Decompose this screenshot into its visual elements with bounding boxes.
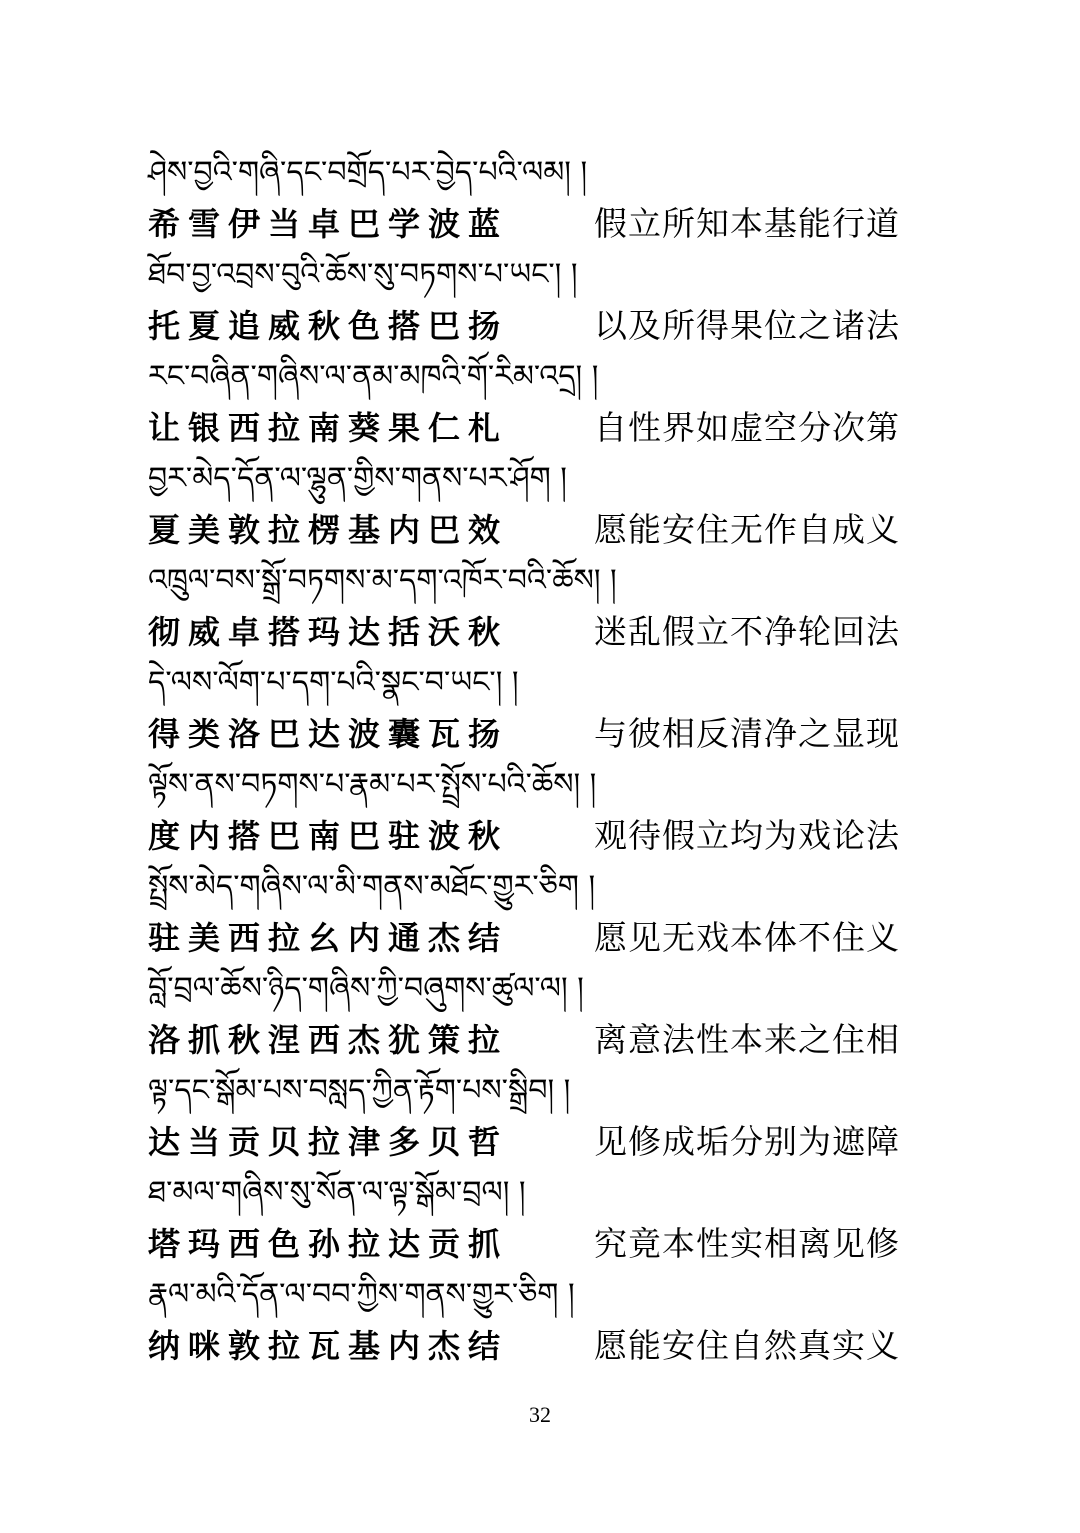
tibetan-line: རང་བཞིན་གཞིས་ལ་ནམ་མཁའི་གོ་རིམ་འདྲ། ། [148, 359, 599, 394]
chinese-translation: 究竟本性实相离见修 [594, 1224, 900, 1263]
tibetan-line: ཐོབ་བྱ་འབྲས་བུའི་ཆོས་སུ་བཏགས་པ་ཡང་། ། [148, 257, 578, 292]
verse-3 [148, 352, 908, 454]
verse-9 [148, 964, 908, 1066]
verse-12 [148, 1270, 908, 1372]
chinese-translation: 假立所知本基能行道 [594, 204, 900, 243]
chinese-translation: 以及所得果位之诸法 [594, 306, 900, 345]
verse-5 [148, 556, 908, 658]
verse-10 [148, 1066, 908, 1168]
tibetan-line: ཤེས་བྱའི་གཞི་དང་བགྲོད་པར་བྱེད་པའི་ལམ། ། [148, 155, 588, 190]
transliteration-line: 塔玛西色孙拉达贡抓 [148, 1225, 509, 1263]
transliteration-line: 驻美西拉幺内通杰结 [148, 919, 509, 957]
chinese-translation: 迷乱假立不净轮回法 [594, 612, 900, 651]
verse-11 [148, 1168, 908, 1270]
transliteration-line: 让银西拉南葵果仁札 [148, 409, 509, 447]
tibetan-line: ཐ་མལ་གཞིས་སུ་སོན་ལ་ལྟ་སྒོམ་བྲལ། ། [148, 1175, 526, 1210]
transliteration-line: 得类洛巴达波囊瓦扬 [148, 715, 509, 753]
transliteration-line: 纳咪敦拉瓦基内杰结 [148, 1327, 509, 1365]
tibetan-line: ལྟོས་ནས་བཏགས་པ་རྣམ་པར་སྤྲོས་པའི་ཆོས། ། [148, 767, 597, 802]
chinese-translation: 愿能安住自然真实义 [594, 1326, 900, 1365]
transliteration-line: 彻威卓搭玛达括沃秋 [148, 613, 509, 651]
chinese-translation: 离意法性本来之住相 [594, 1020, 900, 1059]
transliteration-line: 夏美敦拉楞基内巴效 [148, 511, 509, 549]
tibetan-line: རྣལ་མའི་དོན་ལ་བབ་ཀྱིས་གནས་གྱུར་ཅིག ། [148, 1277, 575, 1312]
tibetan-line: བློ་བྲལ་ཆོས་ཉིད་གཞིས་ཀྱི་བཞུགས་ཚུལ་ལ། ། [148, 971, 584, 1006]
tibetan-line: དེ་ལས་ལོག་པ་དག་པའི་སྣང་བ་ཡང་། ། [148, 665, 519, 700]
chinese-translation: 愿能安住无作自成义 [594, 510, 900, 549]
transliteration-line: 洛抓秋涅西杰犹策拉 [148, 1021, 509, 1059]
tibetan-line: ལྟ་དང་སྒོམ་པས་བསླད་ཀྱིན་རྟོག་པས་སྒྲིབ། ། [148, 1073, 571, 1108]
transliteration-line: 希雪伊当卓巴学波蓝 [148, 205, 509, 243]
tibetan-line: སྤྲོས་མེད་གཞིས་ལ་མི་གནས་མཐོང་གྱུར་ཅིག ། [148, 869, 596, 904]
transliteration-line: 达当贡贝拉津多贝哲 [148, 1123, 509, 1161]
verse-2 [148, 250, 908, 352]
chinese-translation: 自性界如虚空分次第 [594, 408, 900, 447]
tibetan-line: འཁྲུལ་བས་སྒྲོ་བཏགས་མ་དག་འཁོར་བའི་ཆོས། ། [148, 563, 617, 598]
verse-8 [148, 862, 908, 964]
transliteration-line: 度内搭巴南巴驻波秋 [148, 817, 509, 855]
page-number: 32 [529, 1402, 551, 1427]
verse-4 [148, 454, 908, 556]
verse-1 [148, 148, 908, 250]
tibetan-line: བྱར་མེད་དོན་ལ་ལྷུན་གྱིས་གནས་པར་ཤོག ། [148, 461, 567, 496]
verse-6 [148, 658, 908, 760]
chinese-translation: 观待假立均为戏论法 [594, 816, 900, 855]
verse-7 [148, 760, 908, 862]
chinese-translation: 愿见无戏本体不住义 [594, 918, 900, 957]
chinese-translation: 见修成垢分别为遮障 [594, 1122, 900, 1161]
transliteration-line: 托夏追威秋色搭巴扬 [148, 307, 509, 345]
chinese-translation: 与彼相反清净之显现 [594, 714, 900, 753]
